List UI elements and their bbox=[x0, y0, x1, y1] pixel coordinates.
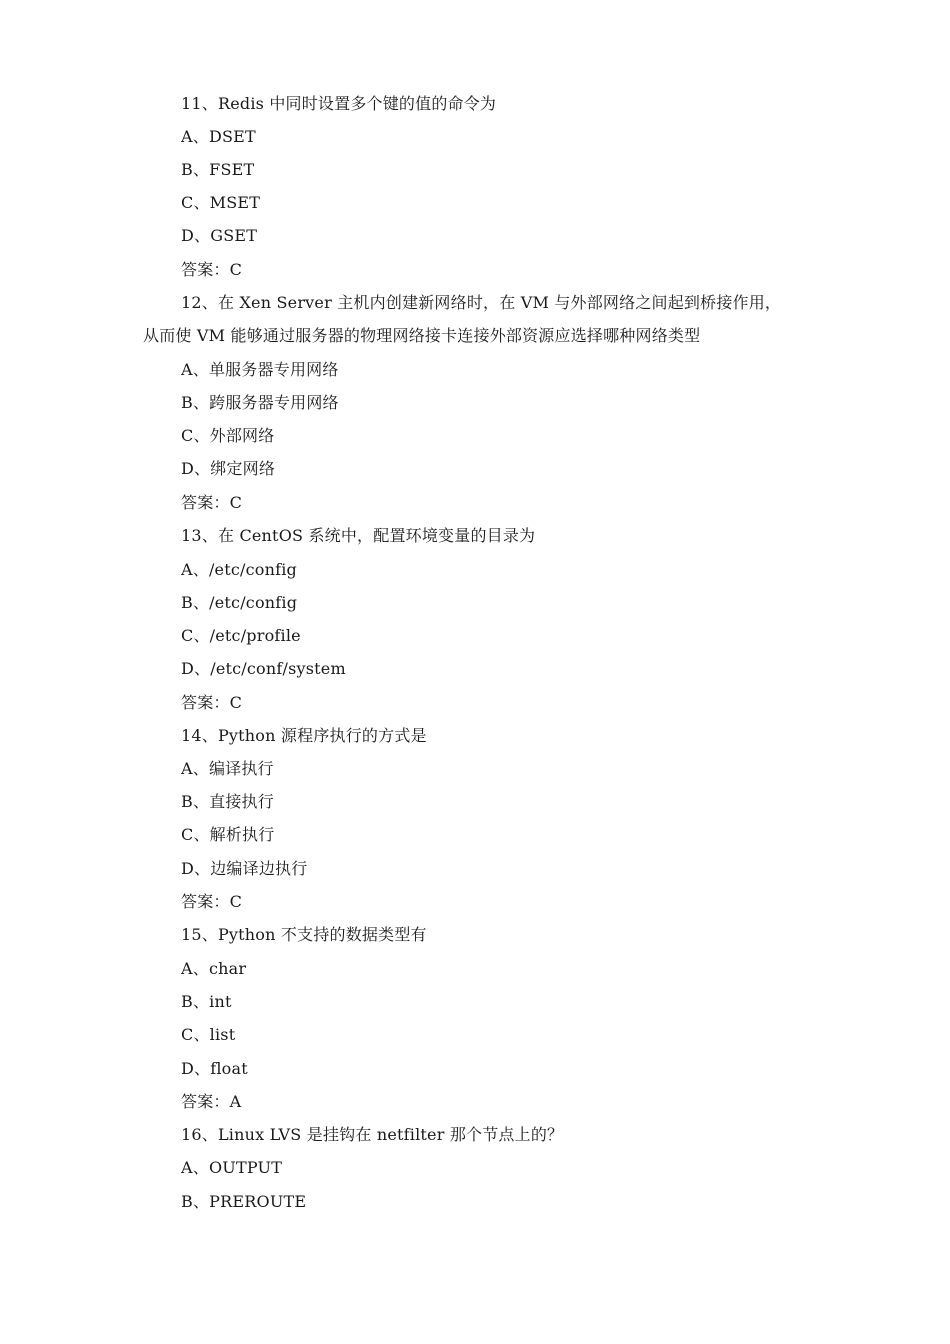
question-11-option-b: B、FSET bbox=[181, 160, 255, 179]
question-14-answer: 答案：C bbox=[181, 892, 243, 911]
question-13-stem: 13、在 CentOS 系统中，配置环境变量的目录为 bbox=[181, 526, 536, 545]
question-12-option-b: B、跨服务器专用网络 bbox=[181, 393, 339, 412]
question-16-option-a: A、OUTPUT bbox=[181, 1158, 283, 1177]
question-11-option-c: C、MSET bbox=[181, 193, 261, 212]
question-12-stem: 12、在 Xen Server 主机内创建新网络时，在 VM 与外部网络之间起到桥接作用， bbox=[181, 293, 782, 312]
question-13-option-d: D、/etc/conf/system bbox=[181, 659, 346, 678]
question-15-stem: 15、Python 不支持的数据类型有 bbox=[181, 925, 427, 944]
question-15-option-a: A、char bbox=[181, 959, 247, 978]
question-15-option-c: C、list bbox=[181, 1025, 236, 1044]
question-12-option-d: D、绑定网络 bbox=[181, 459, 276, 478]
question-11-stem: 11、Redis 中同时设置多个键的值的命令为 bbox=[181, 94, 497, 113]
question-11-option-a: A、DSET bbox=[181, 127, 256, 146]
question-13-option-b: B、/etc/config bbox=[181, 593, 298, 612]
question-11-option-d: D、GSET bbox=[181, 226, 258, 245]
question-13-answer: 答案：C bbox=[181, 693, 243, 712]
question-14-option-c: C、解析执行 bbox=[181, 825, 275, 844]
question-15-option-d: D、float bbox=[181, 1059, 248, 1078]
question-13-option-c: C、/etc/profile bbox=[181, 626, 301, 645]
question-16-stem: 16、Linux LVS 是挂钩在 netfilter 那个节点上的？ bbox=[181, 1125, 564, 1144]
question-12-option-a: A、单服务器专用网络 bbox=[181, 360, 339, 379]
question-14-option-b: B、直接执行 bbox=[181, 792, 274, 811]
question-15-answer: 答案：A bbox=[181, 1092, 242, 1111]
question-16-option-b: B、PREROUTE bbox=[181, 1192, 307, 1211]
question-12-stem-continued: 从而使 VM 能够通过服务器的物理网络接卡连接外部资源应选择哪种网络类型 bbox=[143, 326, 701, 345]
question-13-option-a: A、/etc/config bbox=[181, 560, 297, 579]
question-15-option-b: B、int bbox=[181, 992, 232, 1011]
question-14-option-d: D、边编译边执行 bbox=[181, 859, 308, 878]
question-12-answer: 答案：C bbox=[181, 493, 243, 512]
question-12-option-c: C、外部网络 bbox=[181, 426, 275, 445]
question-14-stem: 14、Python 源程序执行的方式是 bbox=[181, 726, 427, 745]
question-11-answer: 答案：C bbox=[181, 260, 243, 279]
question-14-option-a: A、编译执行 bbox=[181, 759, 274, 778]
